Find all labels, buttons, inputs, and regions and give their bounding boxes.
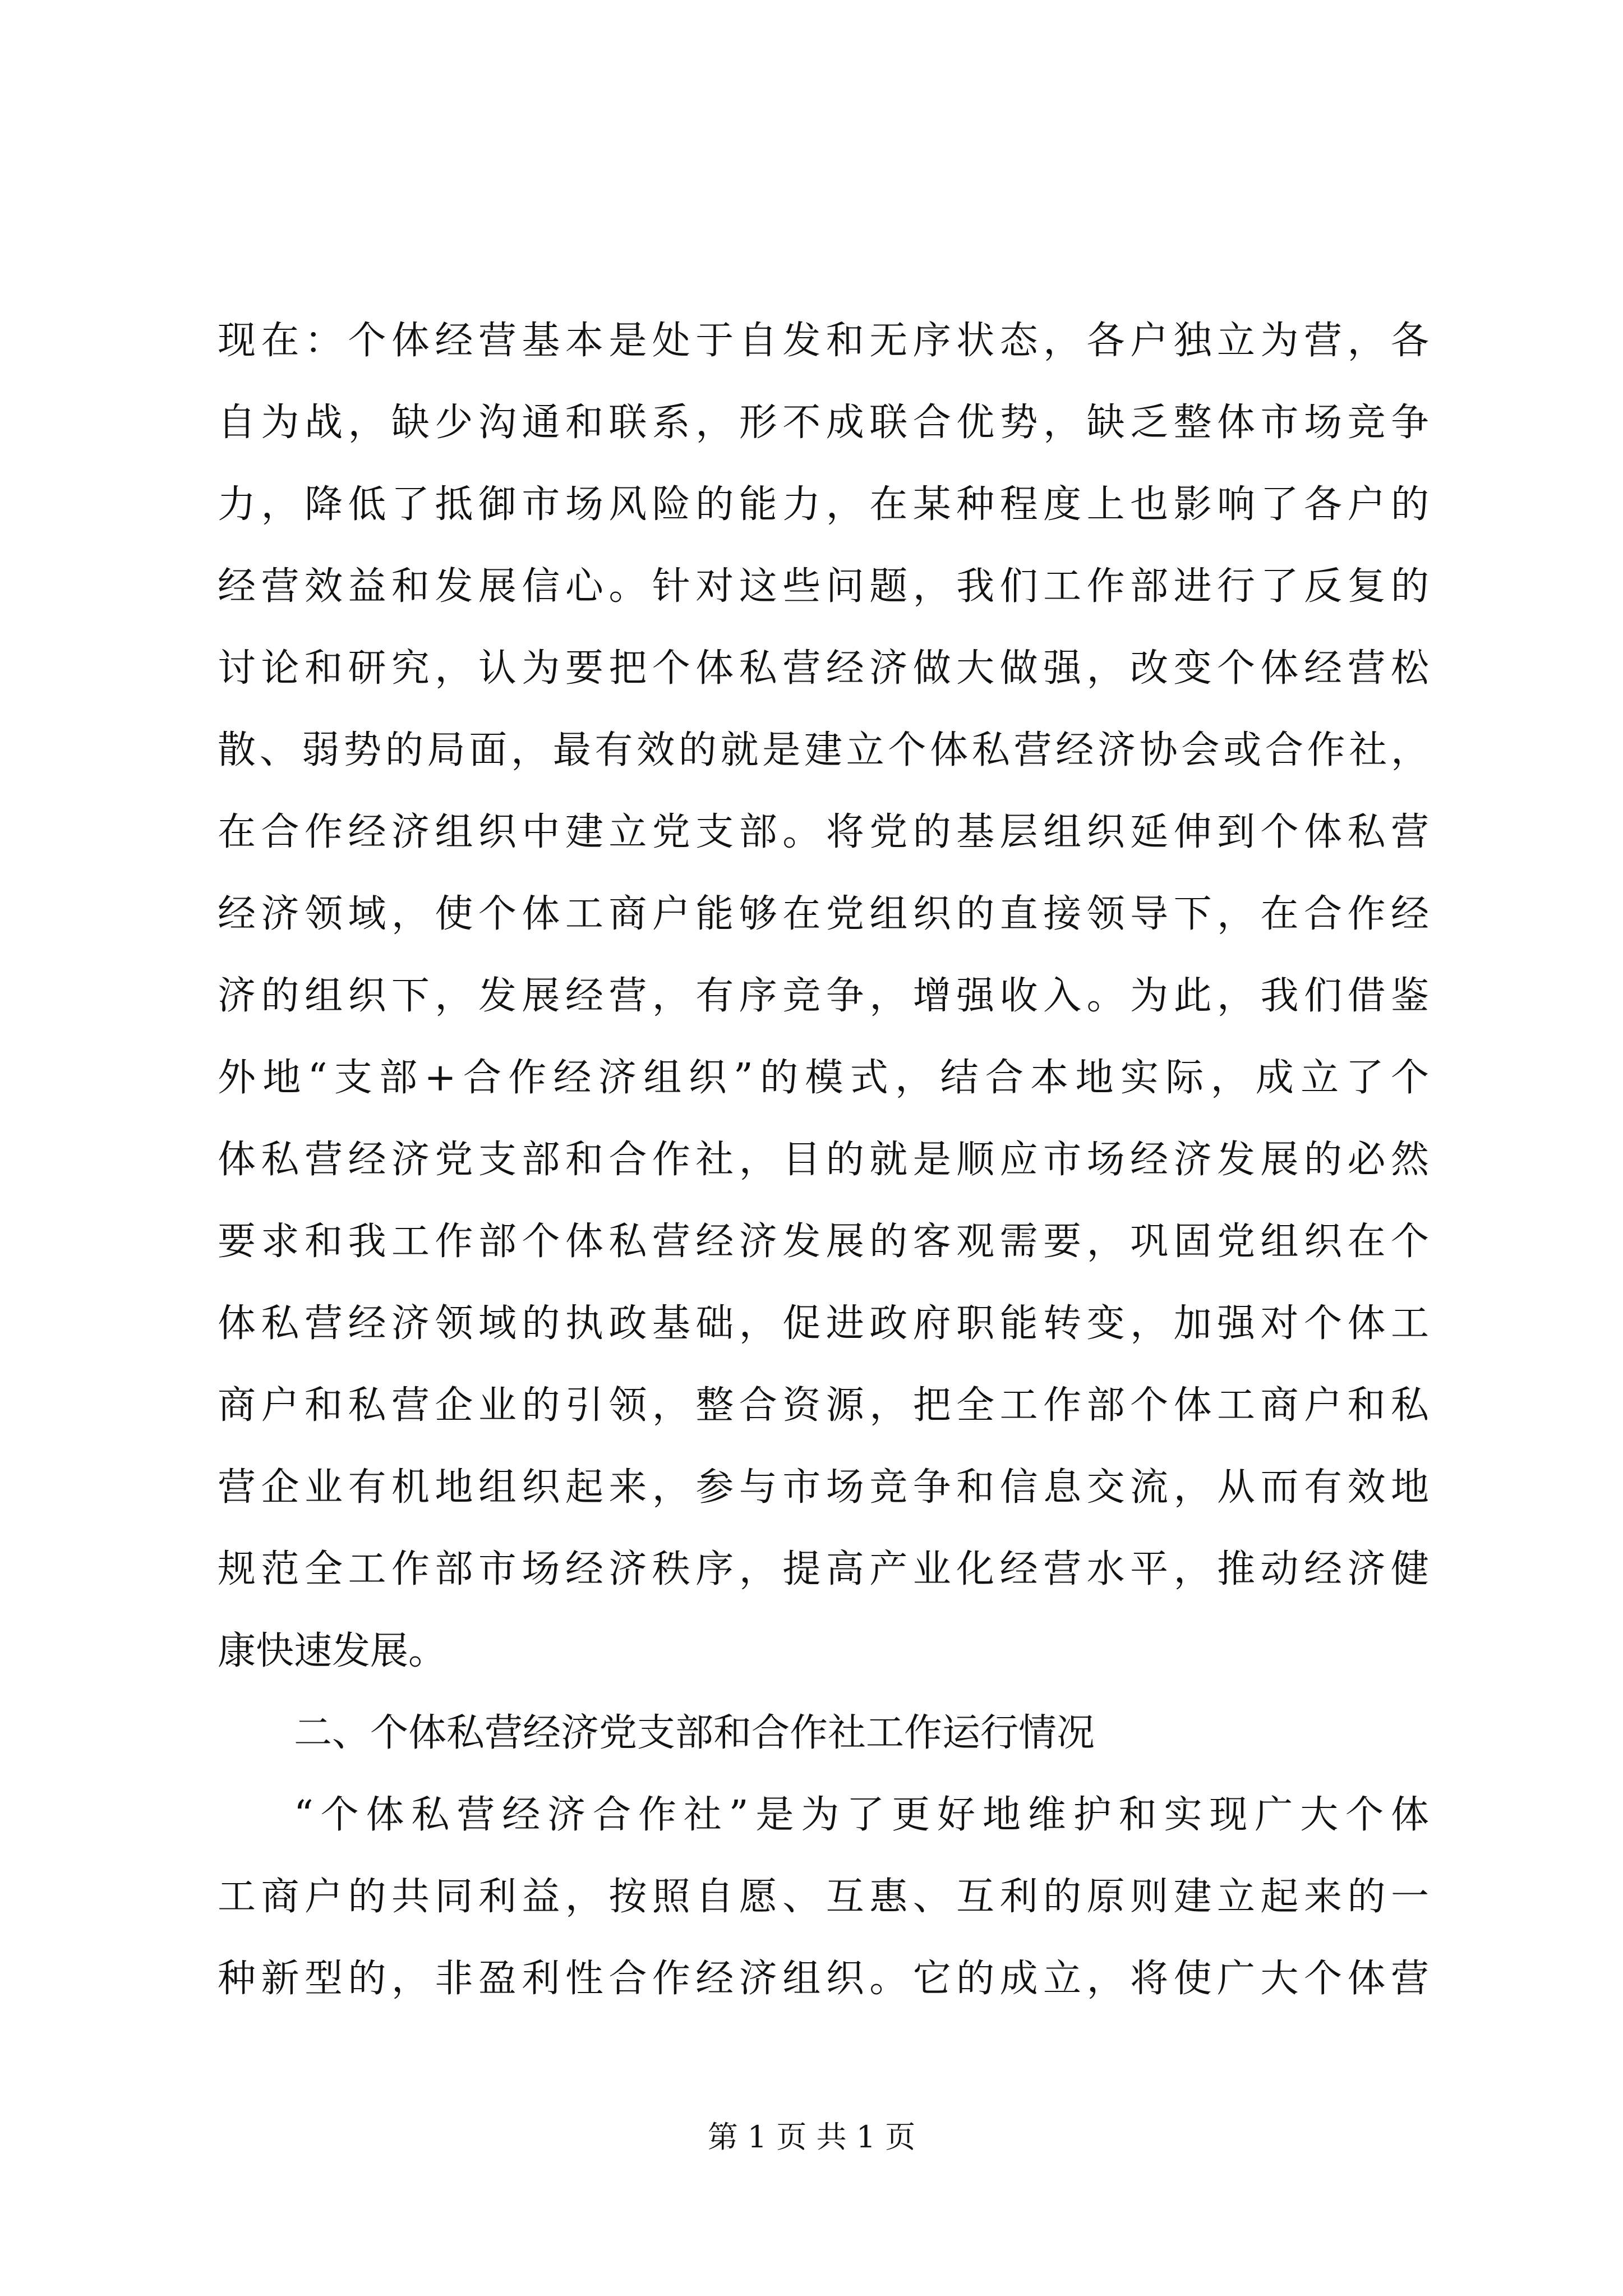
text-line: 体私营经济党支部和合作社，目的就是顺应市场经济发展的必然 [218, 1138, 1429, 1182]
document-body [218, 300, 1429, 2020]
text-line: 体私营经济领域的执政基础，促进政府职能转变，加强对个体工 [218, 1301, 1429, 1346]
text-line: 自为战，缺少沟通和联系，形不成联合优势，缺乏整体市场竞争 [218, 401, 1429, 445]
text-line: 经营效益和发展信心。针对这些问题，我们工作部进行了反复的 [218, 564, 1429, 609]
text-line: 现在：个体经营基本是处于自发和无序状态，各户独立为营，各 [218, 319, 1429, 363]
text-line: 规范全工作部市场经济秩序，提高产业化经营水平，推动经济健 [218, 1547, 1429, 1591]
page-footer: 第 1 页 共 1 页 [707, 2119, 916, 2155]
text-line: 力，降低了抵御市场风险的能力，在某种程度上也影响了各户的 [218, 482, 1429, 527]
text-line: 商户和私营企业的引领，整合资源，把全工作部个体工商户和私 [218, 1383, 1429, 1428]
text-line: 济的组织下，发展经营，有序竞争，增强收入。为此，我们借鉴 [218, 974, 1429, 1018]
text-line: 外地“支部+合作经济组织”的模式，结合本地实际，成立了个 [218, 1056, 1429, 1100]
text-line: 康快速发展。 [218, 1629, 447, 1673]
text-line: 工商户的共同利益，按照自愿、互惠、互利的原则建立起来的一 [218, 1875, 1429, 1919]
text-line: 散、弱势的局面，最有效的就是建立个体私营经济协会或合作社， [218, 728, 1429, 772]
section-heading: 二、个体私营经济党支部和合作社工作运行情况 [294, 1711, 1095, 1755]
text-line: 讨论和研究，认为要把个体私营经济做大做强，改变个体经营松 [218, 646, 1429, 691]
text-line: 要求和我工作部个体私营经济发展的客观需要，巩固党组织在个 [218, 1220, 1429, 1264]
text-line: 在合作经济组织中建立党支部。将党的基层组织延伸到个体私营 [218, 810, 1429, 854]
text-line: 经济领域，使个体工商户能够在党组织的直接领导下，在合作经 [218, 892, 1429, 936]
text-line: 营企业有机地组织起来，参与市场竞争和信息交流，从而有效地 [218, 1465, 1429, 1510]
text-line: “个体私营经济合作社”是为了更好地维护和实现广大个体 [294, 1793, 1429, 1837]
text-line: 种新型的，非盈利性合作经济组织。它的成立，将使广大个体营 [218, 1957, 1429, 2001]
